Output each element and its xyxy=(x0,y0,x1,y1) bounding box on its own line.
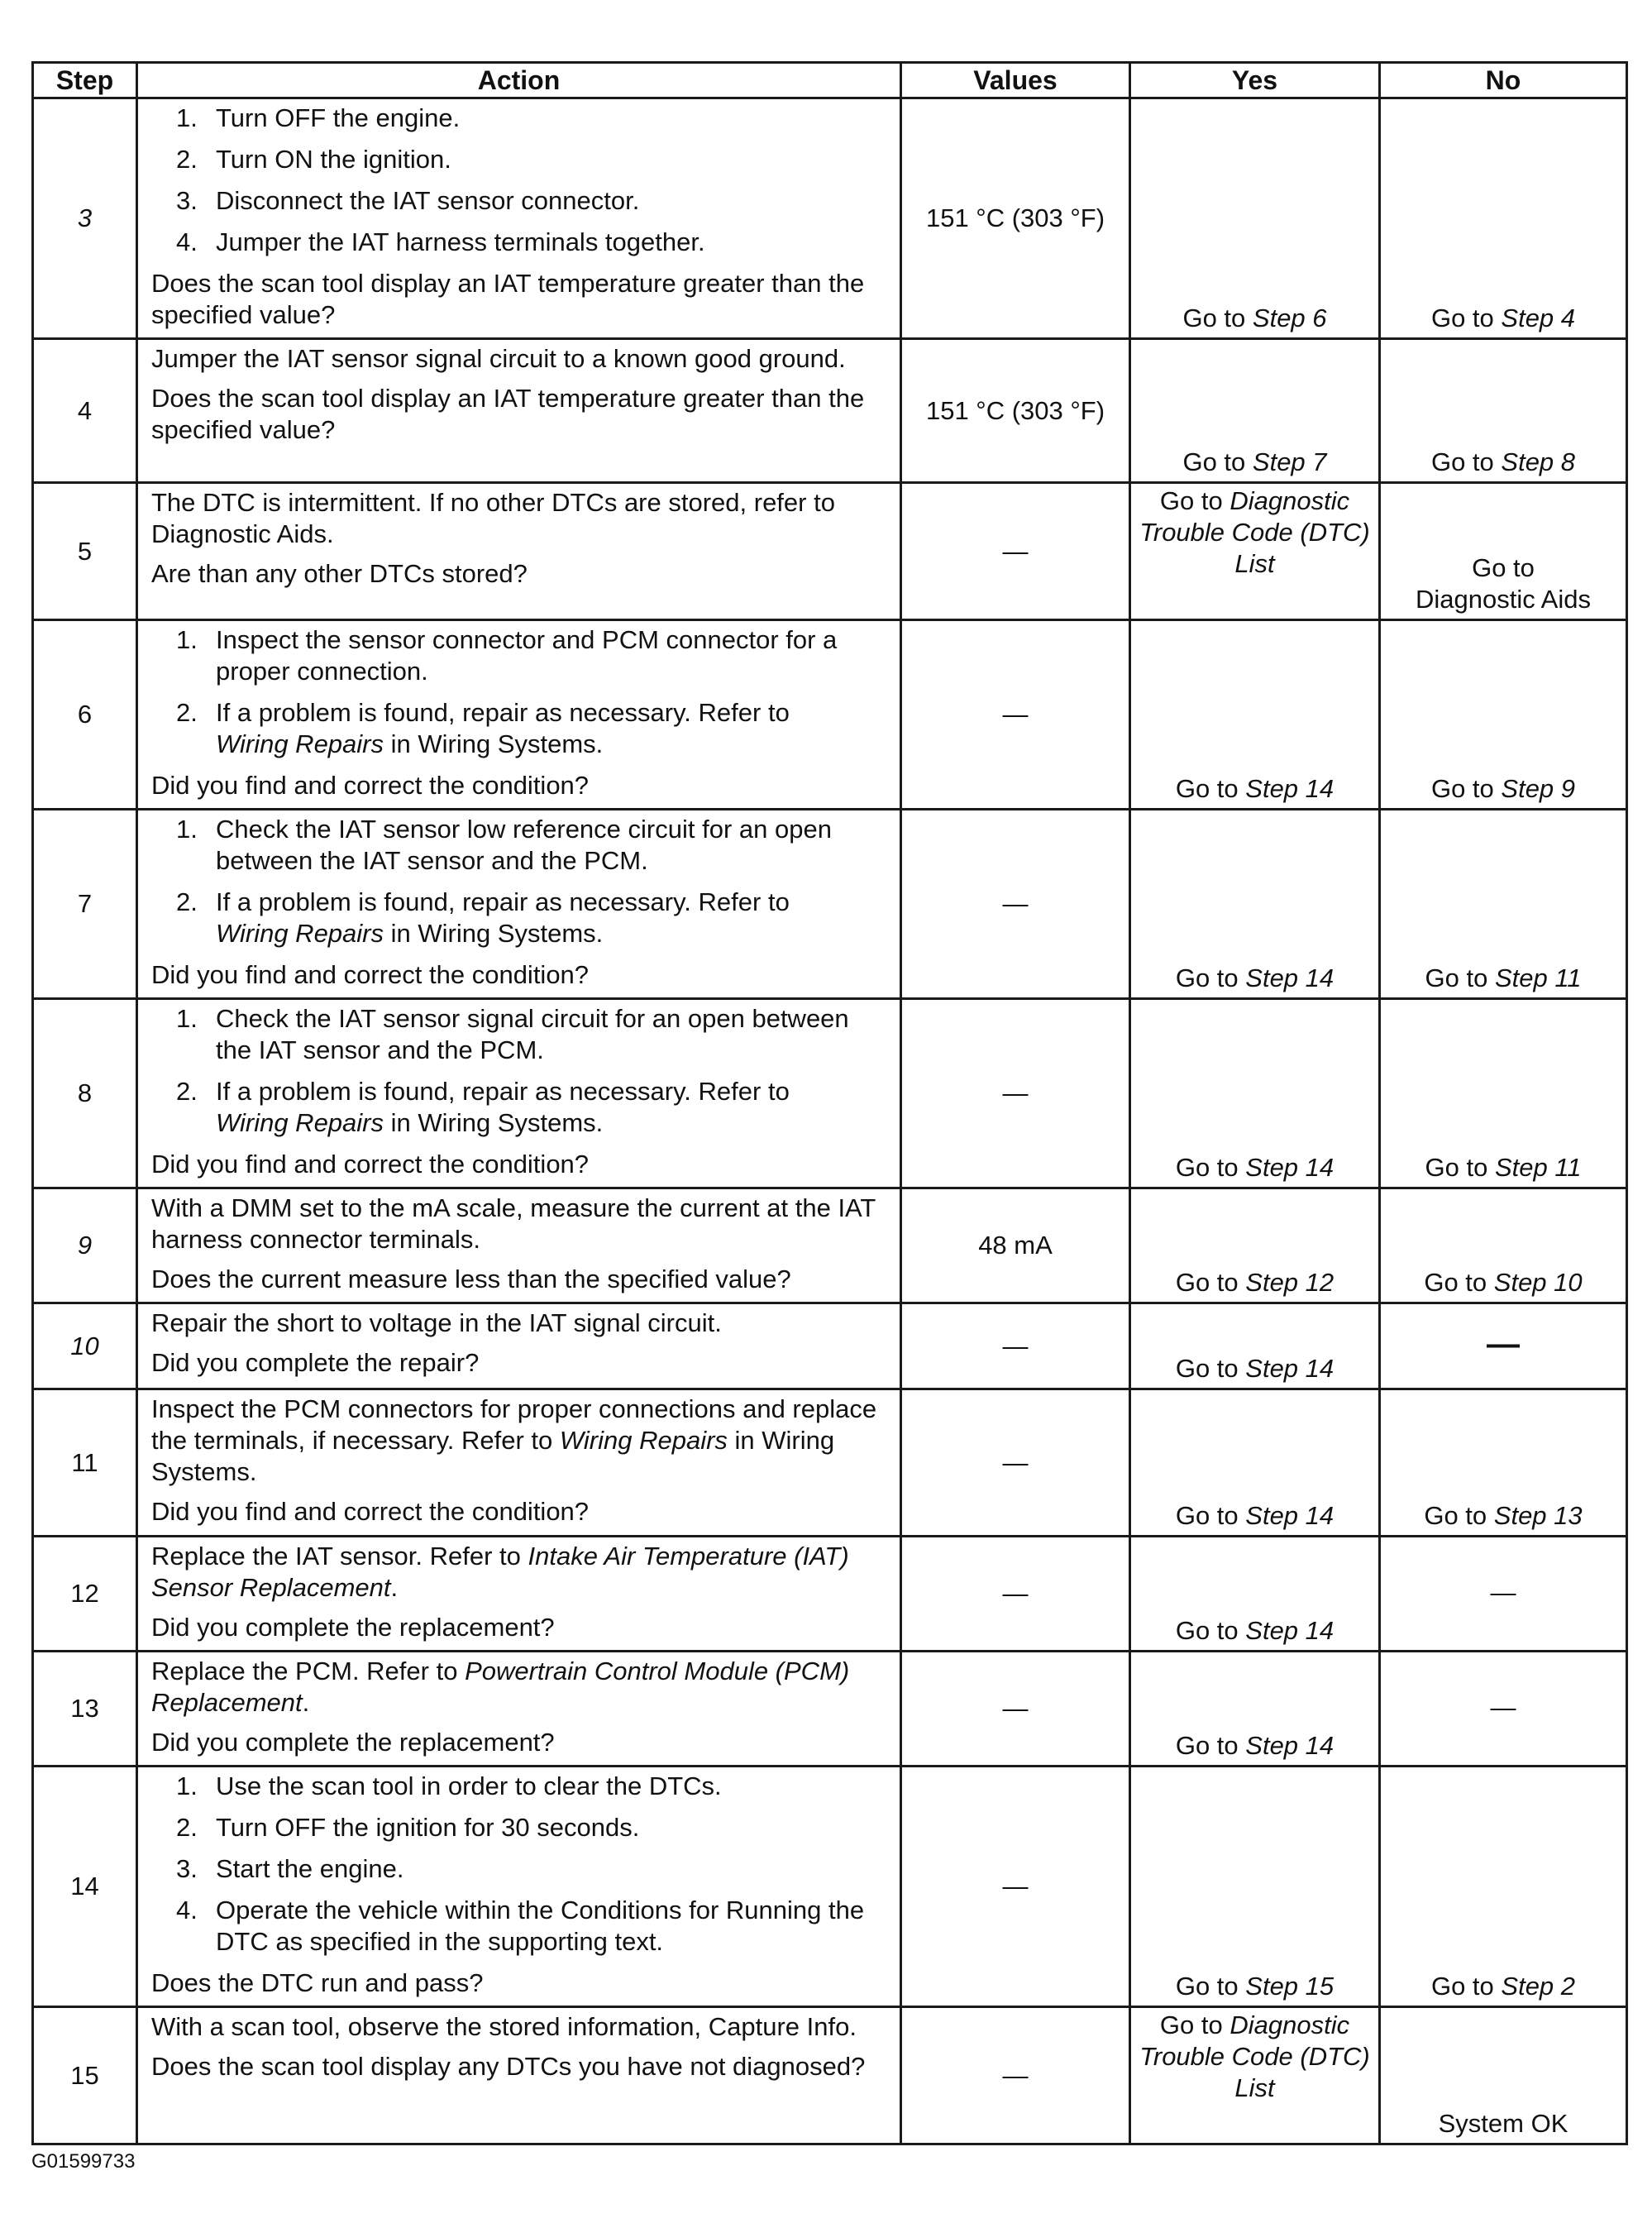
no-action xyxy=(1387,303,1619,334)
action-step-number: 1. xyxy=(176,103,198,132)
spec-value: 151 °C (303 °F) xyxy=(925,395,1105,425)
value-cell xyxy=(901,339,1130,483)
yes-goto-prefix: Go to xyxy=(1182,447,1246,476)
yes-action xyxy=(1138,303,1372,334)
no-cell xyxy=(1380,1188,1627,1303)
step-number: 13 xyxy=(70,1694,99,1723)
table-row xyxy=(33,999,1627,1188)
spec-value: — xyxy=(1002,889,1029,918)
action-step-number: 4. xyxy=(176,227,198,256)
table-row xyxy=(33,1389,1627,1537)
reference-title: Wiring Repairs xyxy=(216,729,384,758)
table-row xyxy=(33,1188,1627,1303)
yes-action xyxy=(1138,1267,1372,1298)
action-text-tail: . xyxy=(302,1688,310,1717)
yes-action xyxy=(1138,2010,1372,2104)
action-step-number: 4. xyxy=(176,1896,198,1924)
table-row xyxy=(33,2007,1627,2144)
no-cell xyxy=(1380,1652,1627,1767)
value-cell xyxy=(901,2007,1130,2144)
spec-value: — xyxy=(1002,700,1029,729)
action-text-lead: Replace the IAT sensor. Refer to xyxy=(151,1542,528,1571)
action-step xyxy=(151,624,891,687)
step-number: 7 xyxy=(77,889,93,918)
step-cell xyxy=(33,98,137,339)
yes-goto-prefix: Go to xyxy=(1175,963,1239,992)
no-goto-prefix: Go to xyxy=(1424,1268,1487,1297)
yes-goto-prefix: Go to xyxy=(1175,1972,1239,2001)
action-steps-list xyxy=(151,1771,891,1958)
action-step xyxy=(151,103,891,134)
step-cell xyxy=(33,1537,137,1652)
action-text: With a scan tool, observe the stored information, Capture Info. xyxy=(151,2012,857,2041)
action-text-lead: Replace the PCM. Refer to xyxy=(151,1657,466,1685)
action-text-tail: in Wiring Systems. xyxy=(151,1426,835,1486)
no-goto-target: Step 11 xyxy=(1494,1153,1582,1182)
step-cell xyxy=(33,1389,137,1537)
yes-goto-prefix: Go to xyxy=(1175,1153,1239,1182)
yes-cell xyxy=(1130,1652,1380,1767)
action-cell xyxy=(137,1767,901,2007)
no-cell xyxy=(1380,483,1627,620)
no-dash: — xyxy=(1487,1326,1520,1362)
no-result-text: System OK xyxy=(1438,2109,1568,2138)
yes-action xyxy=(1138,963,1372,994)
yes-goto-prefix: Go to xyxy=(1175,1731,1239,1760)
no-action xyxy=(1387,1500,1619,1532)
yes-cell xyxy=(1130,1389,1380,1537)
step-number: 9 xyxy=(77,1231,93,1260)
no-goto-target: Step 9 xyxy=(1501,774,1576,803)
reference-title: Wiring Repairs xyxy=(216,1108,384,1137)
action-question: Does the scan tool display an IAT temperature greater than the specified value? xyxy=(151,384,865,444)
yes-cell xyxy=(1130,98,1380,339)
action-step xyxy=(151,697,891,760)
step-cell xyxy=(33,339,137,483)
value-cell xyxy=(901,810,1130,999)
spec-value: — xyxy=(1002,1872,1029,1900)
action-cell xyxy=(137,1537,901,1652)
no-goto-target: Step 13 xyxy=(1493,1501,1583,1530)
table-row xyxy=(33,1767,1627,2007)
action-text xyxy=(151,1541,891,1604)
action-step-number: 2. xyxy=(176,1813,198,1842)
action-step xyxy=(151,1771,891,1802)
reference-title: Intake Air Temperature (IAT) Sensor Replacement xyxy=(151,1542,849,1602)
action-cell xyxy=(137,339,901,483)
action-cell xyxy=(137,999,901,1188)
yes-cell xyxy=(1130,1188,1380,1303)
action-cell xyxy=(137,620,901,810)
header-step: Step xyxy=(33,63,137,98)
spec-value: — xyxy=(1002,1579,1029,1608)
yes-action xyxy=(1138,1615,1372,1647)
step-cell xyxy=(33,810,137,999)
no-goto-prefix: Go to xyxy=(1430,1972,1494,2001)
value-cell xyxy=(901,1767,1130,2007)
no-goto-target: Diagnostic Aids xyxy=(1416,585,1591,614)
action-step xyxy=(151,887,891,949)
no-goto-prefix: Go to xyxy=(1430,774,1494,803)
yes-goto-target: Step 14 xyxy=(1245,1354,1334,1383)
no-action xyxy=(1387,552,1619,615)
yes-goto-prefix: Go to xyxy=(1175,1616,1239,1645)
value-cell xyxy=(901,1389,1130,1537)
action-text: Repair the short to voltage in the IAT signal circuit. xyxy=(151,1308,722,1337)
spec-value: — xyxy=(1002,1078,1029,1107)
step-number: 8 xyxy=(77,1078,93,1107)
no-goto-prefix: Go to xyxy=(1430,304,1494,332)
no-cell xyxy=(1380,810,1627,999)
action-text xyxy=(151,1656,891,1719)
no-action xyxy=(1387,773,1619,805)
action-text: With a DMM set to the mA scale, measure the current at the IAT harness connector terminals. xyxy=(151,1193,876,1254)
yes-goto-target: Step 14 xyxy=(1245,963,1334,992)
table-row xyxy=(33,1652,1627,1767)
step-cell xyxy=(33,1652,137,1767)
yes-action xyxy=(1138,773,1372,805)
action-text-tail: . xyxy=(390,1573,399,1602)
step-number: 3 xyxy=(77,203,93,232)
value-cell xyxy=(901,98,1130,339)
step-number: 15 xyxy=(70,2060,99,2090)
spec-value: — xyxy=(1002,1694,1029,1723)
action-step-number: 3. xyxy=(176,186,198,215)
yes-goto-target: Step 14 xyxy=(1245,1153,1334,1182)
yes-goto-prefix: Go to xyxy=(1175,1501,1239,1530)
action-question: Did you find and correct the condition? xyxy=(151,1150,590,1179)
action-text-lead: Inspect the PCM connectors for proper connections and replace the terminals, if necessary. Refer to xyxy=(151,1394,877,1455)
step-number: 10 xyxy=(70,1331,99,1360)
action-text xyxy=(151,1394,891,1488)
reference-title: Powertrain Control Module (PCM) Replacement xyxy=(151,1657,850,1717)
action-step-text: Turn ON the ignition. xyxy=(216,145,451,174)
reference-title: Wiring Repairs xyxy=(216,919,384,948)
step-number: 4 xyxy=(77,395,93,425)
diagnostic-step-table xyxy=(31,61,1628,2145)
header-values: Values xyxy=(901,63,1130,98)
no-action xyxy=(1387,1971,1619,2002)
step-cell xyxy=(33,1767,137,2007)
action-step-number: 1. xyxy=(176,625,198,654)
no-goto-target: Step 2 xyxy=(1501,1972,1576,2001)
table-row xyxy=(33,339,1627,483)
yes-goto-prefix: Go to xyxy=(1175,774,1239,803)
action-text: The DTC is intermittent. If no other DTCs are stored, refer to Diagnostic Aids. xyxy=(151,488,835,548)
action-step-text: Jumper the IAT harness terminals together. xyxy=(216,227,705,256)
yes-goto-target: Step 6 xyxy=(1252,304,1327,332)
no-goto-prefix: Go to xyxy=(1430,447,1494,476)
action-text: Jumper the IAT sensor signal circuit to a known good ground. xyxy=(151,344,846,373)
reference-location: in Wiring Systems. xyxy=(384,1108,604,1137)
yes-cell xyxy=(1130,483,1380,620)
action-step-text: Start the engine. xyxy=(216,1854,404,1883)
step-number: 14 xyxy=(70,1872,99,1900)
action-cell xyxy=(137,1188,901,1303)
no-goto-prefix: Go to xyxy=(1425,963,1488,992)
no-goto-target: Step 11 xyxy=(1494,963,1582,992)
value-cell xyxy=(901,1652,1130,1767)
reference-location: in Wiring Systems. xyxy=(384,919,604,948)
table-row xyxy=(33,810,1627,999)
action-step-text: Turn OFF the engine. xyxy=(216,103,461,132)
action-step xyxy=(151,814,891,877)
table-row xyxy=(33,620,1627,810)
action-step-text: Turn OFF the ignition for 30 seconds. xyxy=(216,1813,640,1842)
yes-goto-target: Step 12 xyxy=(1245,1268,1334,1297)
yes-goto-target: Diagnostic Trouble Code (DTC) List xyxy=(1139,486,1370,578)
yes-cell xyxy=(1130,2007,1380,2144)
yes-goto-target: Step 7 xyxy=(1252,447,1327,476)
no-cell xyxy=(1380,1537,1627,1652)
no-cell xyxy=(1380,2007,1627,2144)
no-action xyxy=(1387,447,1619,478)
step-number: 6 xyxy=(77,700,93,729)
spec-value: — xyxy=(1002,1447,1029,1477)
step-cell xyxy=(33,1188,137,1303)
yes-goto-target: Step 14 xyxy=(1245,1501,1334,1530)
action-steps-list xyxy=(151,814,891,949)
yes-cell xyxy=(1130,810,1380,999)
reference-location: in Wiring Systems. xyxy=(384,729,604,758)
action-question: Does the scan tool display an IAT temperature greater than the specified value? xyxy=(151,269,865,329)
action-question: Does the scan tool display any DTCs you have not diagnosed? xyxy=(151,2052,866,2081)
action-cell xyxy=(137,1652,901,1767)
action-step-text: If a problem is found, repair as necessary. Refer to xyxy=(216,887,790,916)
action-step-text: Check the IAT sensor low reference circuit for an open between the IAT sensor and the PCM. xyxy=(216,815,832,875)
table-row xyxy=(33,1537,1627,1652)
action-step xyxy=(151,1076,891,1139)
no-action xyxy=(1387,1152,1619,1183)
no-cell xyxy=(1380,339,1627,483)
spec-value: 48 mA xyxy=(978,1231,1053,1260)
action-step-number: 1. xyxy=(176,815,198,844)
action-step xyxy=(151,1895,891,1958)
action-step-number: 1. xyxy=(176,1771,198,1800)
table-row xyxy=(33,483,1627,620)
header-yes: Yes xyxy=(1130,63,1380,98)
action-step-number: 1. xyxy=(176,1004,198,1033)
step-cell xyxy=(33,1303,137,1389)
header-no: No xyxy=(1380,63,1627,98)
action-question: Did you find and correct the condition? xyxy=(151,960,590,989)
action-steps-list xyxy=(151,1003,891,1139)
no-cell xyxy=(1380,1389,1627,1537)
table-header-row xyxy=(33,63,1627,98)
table-row xyxy=(33,1303,1627,1389)
spec-value: 151 °C (303 °F) xyxy=(925,203,1105,232)
value-cell xyxy=(901,1303,1130,1389)
action-question: Did you complete the repair? xyxy=(151,1348,480,1377)
no-goto-prefix: Go to xyxy=(1425,1153,1488,1182)
action-step xyxy=(151,1853,891,1885)
spec-value: — xyxy=(1002,536,1029,566)
action-step xyxy=(151,227,891,258)
yes-cell xyxy=(1130,999,1380,1188)
value-cell xyxy=(901,483,1130,620)
action-question: Did you find and correct the condition? xyxy=(151,1497,590,1526)
action-question: Does the current measure less than the specified value? xyxy=(151,1265,791,1293)
yes-action xyxy=(1138,1971,1372,2002)
action-step-number: 3. xyxy=(176,1854,198,1883)
no-action xyxy=(1387,1267,1619,1298)
action-cell xyxy=(137,810,901,999)
no-goto-target: Step 4 xyxy=(1501,304,1576,332)
yes-cell xyxy=(1130,1303,1380,1389)
no-goto-target: Step 8 xyxy=(1501,447,1576,476)
no-cell xyxy=(1380,1767,1627,2007)
action-step-number: 2. xyxy=(176,1077,198,1106)
step-cell xyxy=(33,999,137,1188)
value-cell xyxy=(901,1188,1130,1303)
action-question: Did you complete the replacement? xyxy=(151,1613,555,1642)
spec-value: — xyxy=(1002,1331,1029,1360)
table-row xyxy=(33,98,1627,339)
action-step-text: Use the scan tool in order to clear the DTCs. xyxy=(216,1771,722,1800)
action-step xyxy=(151,185,891,217)
yes-action xyxy=(1138,1353,1372,1384)
header-action: Action xyxy=(137,63,901,98)
action-step xyxy=(151,1003,891,1066)
yes-goto-prefix: Go to xyxy=(1175,1354,1239,1383)
action-cell xyxy=(137,98,901,339)
action-cell xyxy=(137,1303,901,1389)
action-step-number: 2. xyxy=(176,698,198,727)
value-cell xyxy=(901,620,1130,810)
action-cell xyxy=(137,483,901,620)
yes-goto-prefix: Go to xyxy=(1159,2010,1223,2039)
yes-goto-target: Step 14 xyxy=(1245,774,1334,803)
yes-action xyxy=(1138,447,1372,478)
step-number: 11 xyxy=(71,1447,98,1477)
yes-goto-target: Step 15 xyxy=(1245,1972,1334,2001)
no-dash: — xyxy=(1490,1578,1516,1607)
yes-cell xyxy=(1130,339,1380,483)
table-body xyxy=(33,98,1627,2144)
yes-goto-prefix: Go to xyxy=(1175,1268,1239,1297)
action-steps-list xyxy=(151,103,891,258)
action-cell xyxy=(137,1389,901,1537)
action-step-text: Check the IAT sensor signal circuit for an open between the IAT sensor and the PCM. xyxy=(216,1004,849,1064)
action-steps-list xyxy=(151,624,891,760)
action-step-text: Disconnect the IAT sensor connector. xyxy=(216,186,640,215)
no-goto-prefix: Go to xyxy=(1424,1501,1487,1530)
action-question: Does the DTC run and pass? xyxy=(151,1968,484,1997)
yes-action xyxy=(1138,1500,1372,1532)
step-number: 5 xyxy=(77,536,93,566)
action-step-text: Operate the vehicle within the Conditions for Running the DTC as specified in the supporting text. xyxy=(216,1896,865,1956)
action-step-text: Inspect the sensor connector and PCM connector for a proper connection. xyxy=(216,625,838,686)
yes-action xyxy=(1138,1730,1372,1762)
yes-goto-prefix: Go to xyxy=(1182,304,1246,332)
yes-cell xyxy=(1130,1767,1380,2007)
yes-cell xyxy=(1130,1537,1380,1652)
step-number: 12 xyxy=(70,1579,99,1608)
yes-action xyxy=(1138,1152,1372,1183)
spec-value: — xyxy=(1002,2060,1029,2090)
yes-goto-target: Step 14 xyxy=(1245,1731,1334,1760)
action-question: Did you find and correct the condition? xyxy=(151,771,590,800)
action-step-number: 2. xyxy=(176,145,198,174)
action-step-number: 2. xyxy=(176,887,198,916)
diagnostic-table-document xyxy=(31,61,1626,2145)
yes-cell xyxy=(1130,620,1380,810)
yes-goto-target: Step 14 xyxy=(1245,1616,1334,1645)
step-cell xyxy=(33,2007,137,2144)
action-question: Did you complete the replacement? xyxy=(151,1728,555,1757)
no-dash: — xyxy=(1490,1693,1516,1722)
reference-title: Wiring Repairs xyxy=(559,1426,728,1455)
no-cell xyxy=(1380,620,1627,810)
no-cell xyxy=(1380,98,1627,339)
no-action xyxy=(1387,963,1619,994)
no-cell xyxy=(1380,999,1627,1188)
action-step xyxy=(151,144,891,175)
action-question: Are than any other DTCs stored? xyxy=(151,559,528,588)
yes-action xyxy=(1138,485,1372,580)
value-cell xyxy=(901,999,1130,1188)
yes-goto-prefix: Go to xyxy=(1159,486,1223,515)
value-cell xyxy=(901,1537,1130,1652)
action-step xyxy=(151,1812,891,1843)
figure-id: G01599733 xyxy=(31,2150,136,2173)
step-cell xyxy=(33,620,137,810)
no-cell xyxy=(1380,1303,1627,1389)
no-goto-prefix: Go to xyxy=(1472,553,1535,582)
yes-goto-target: Diagnostic Trouble Code (DTC) List xyxy=(1139,2010,1370,2102)
no-goto-target: Step 10 xyxy=(1493,1268,1583,1297)
action-step-text: If a problem is found, repair as necessary. Refer to xyxy=(216,1077,790,1106)
action-cell xyxy=(137,2007,901,2144)
action-step-text: If a problem is found, repair as necessary. Refer to xyxy=(216,698,790,727)
step-cell xyxy=(33,483,137,620)
